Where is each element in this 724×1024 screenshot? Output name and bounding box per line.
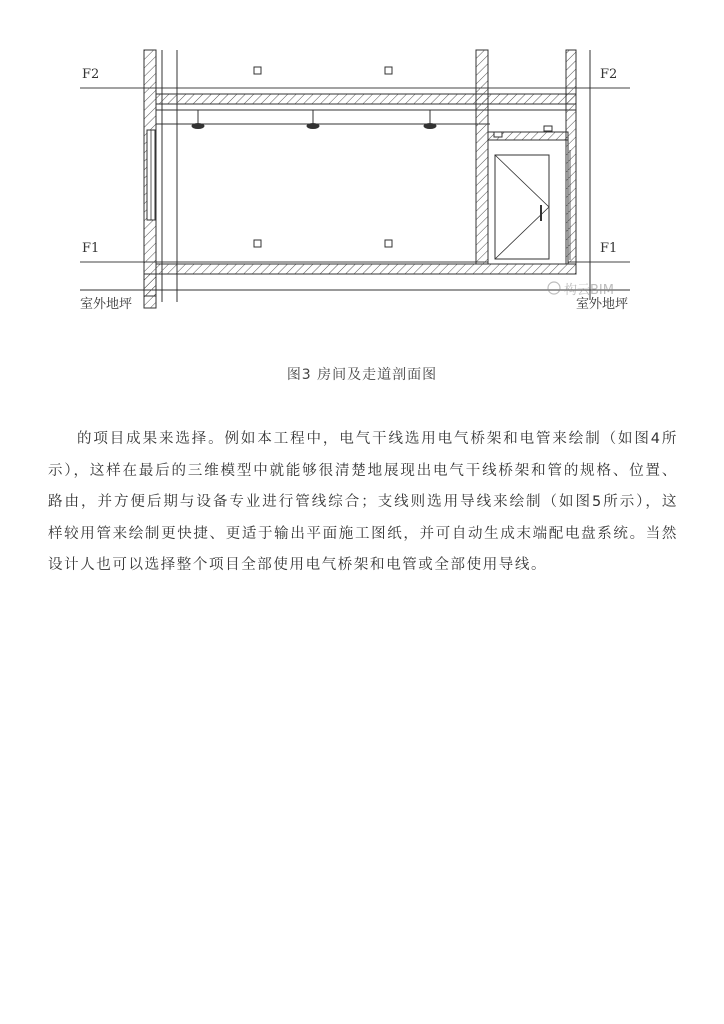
outlet-box [254, 240, 261, 247]
light-fixture [192, 110, 204, 129]
level-label-f1-right: F1 [600, 241, 618, 256]
outlet-box [385, 67, 392, 74]
light-fixture [424, 110, 436, 129]
watermark-text: 构云BIM [564, 283, 614, 298]
right-wall [566, 50, 576, 264]
ground-label-left: 室外地坪 [80, 297, 133, 312]
section-drawing [70, 40, 670, 320]
corridor-wall [476, 50, 488, 264]
light-fixture [307, 110, 319, 129]
outlet-box [254, 67, 261, 74]
body-text [48, 424, 678, 582]
ground-label-right: 室外地坪 [576, 297, 629, 312]
upper-slab [156, 94, 576, 104]
figure-caption: 图3 房间及走道剖面图 [286, 367, 438, 383]
level-label-f1-left: F1 [82, 241, 100, 256]
door-handle [540, 205, 542, 221]
level-label-f2-right: F2 [600, 67, 618, 82]
outlet-box [385, 240, 392, 247]
level-label-f2-left: F2 [82, 67, 100, 82]
lower-slab [156, 264, 576, 274]
paragraph: 的项目成果来选择。例如本工程中，电气干线选用电气桥架和电管来绘制（如图4所示），这样在最后的三维模型中就能够很清楚地展现出电气干线桥架和管的规格、位置、路由，并方便后期与设备专业进行管线综合；支线则选用导线来绘制（如图5所示），这样较用管来绘制更快捷、更适于输出平面施工图纸，并可自动生成末端配电盘系统。当然设计人也可以选择整个项目全部使用电气桥架和电管或全部使用导线。 [48, 431, 678, 573]
